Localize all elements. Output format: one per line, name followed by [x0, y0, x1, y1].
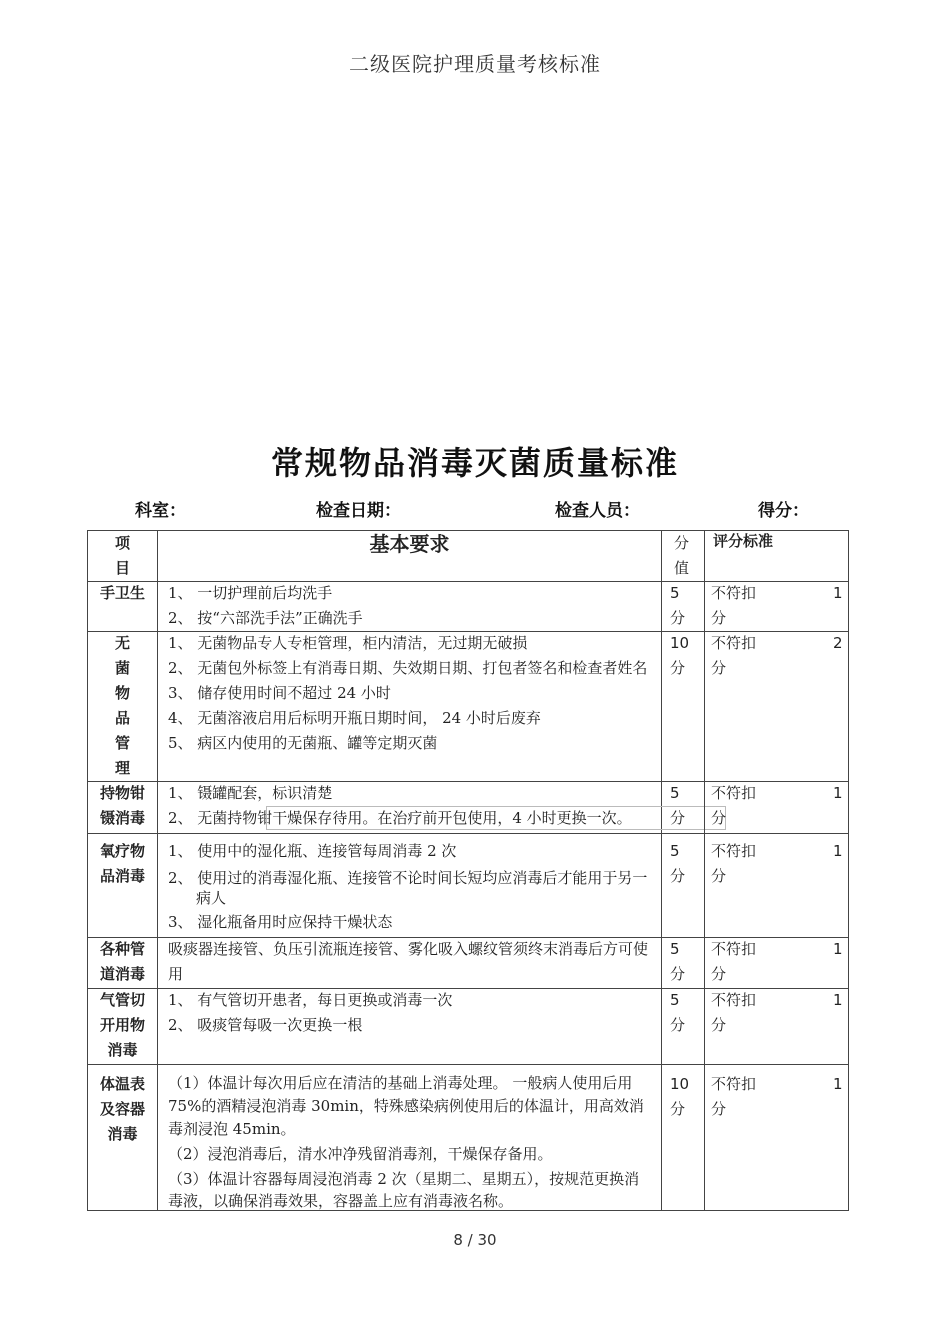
criteria-points: 1 分 — [711, 991, 843, 1034]
header-requirements-label: 基本要求 — [369, 532, 450, 556]
row-criteria-cell — [705, 1064, 848, 1210]
row-item-cell — [88, 1064, 158, 1210]
requirement-line: 1、 有气管切开患者，每日更换或消毒一次 — [168, 991, 453, 1009]
row-item-text: 镊消毒 — [99, 809, 145, 827]
score-unit: 分 — [670, 659, 686, 677]
page-number: 8 / 30 — [453, 1231, 497, 1249]
criteria-text: 不符 — [711, 634, 742, 652]
row-requirements-cell — [158, 833, 662, 937]
row-requirements-cell — [158, 781, 662, 833]
inspection-date-label: 检查日期： — [316, 501, 401, 521]
header-criteria-cell — [705, 531, 848, 581]
table-row — [88, 581, 848, 632]
table-row — [88, 833, 848, 938]
row-item-text: 菌 — [114, 659, 130, 677]
criteria-deduct: 扣 — [741, 1075, 757, 1093]
criteria-deduct: 扣 — [741, 842, 757, 860]
row-item-text: 持物钳 — [99, 784, 145, 802]
score-value: 10 — [670, 634, 690, 652]
score-unit: 分 — [670, 1016, 686, 1034]
row-item-text: 体温表 — [99, 1075, 145, 1093]
requirement-line: 1、 无菌物品专人专柜管理，柜内清洁，无过期无破损 — [168, 634, 528, 652]
criteria-text: 不符 — [711, 784, 742, 802]
row-criteria-cell — [705, 581, 848, 631]
criteria-text: 不符 — [711, 584, 742, 602]
row-item-text: 理 — [114, 759, 130, 777]
requirement-line: 4、 无菌溶液启用后标明开瓶日期时间， 24 小时后废弃 — [168, 709, 541, 727]
header-score-cell — [662, 531, 705, 581]
requirement-line: 2、 无菌持物钳干燥保存待用。在治疗前开包使用，4 小时更换一次。 — [168, 809, 632, 827]
header-requirements-cell — [158, 531, 662, 581]
score-unit: 分 — [670, 867, 686, 885]
row-item-text: 管 — [114, 734, 130, 752]
requirement-line: 2、 吸痰管每吸一次更换一根 — [168, 1016, 363, 1034]
requirement-line: （1）体温计每次用后应在清洁的基础上消毒处理。 一般病人使用后用 75%的酒精浸泡消毒 30min，特殊感染病例使用后的体温计，用高效消毒剂浸泡 45min。 — [168, 1074, 644, 1138]
row-item-text: 各种管 — [99, 940, 145, 958]
row-item-text: 消毒 — [107, 1125, 138, 1143]
table-row — [88, 781, 848, 834]
page-header-title: 二级医院护理质量考核标准 — [349, 52, 601, 76]
row-criteria-cell — [705, 833, 848, 937]
score-value: 10 — [670, 1075, 690, 1093]
row-item-text: 气管切 — [99, 991, 145, 1009]
row-requirements-cell — [158, 988, 662, 1064]
row-item-text: 及容器 — [99, 1100, 145, 1118]
row-item-text: 品 — [114, 709, 130, 727]
requirement-line: 2、 使用过的消毒湿化瓶、连接管不论时间长短均应消毒后才能用于另一病人 — [168, 869, 648, 907]
score-label: 得分： — [758, 501, 809, 521]
requirement-line: 3、 湿化瓶备用时应保持干燥状态 — [168, 913, 393, 931]
requirement-line: 吸痰器连接管、负压引流瓶连接管、雾化吸入螺纹管须终末消毒后方可使用 — [168, 940, 649, 983]
header-item-line1: 项 — [114, 534, 130, 552]
header-score-line1: 分 — [674, 534, 690, 552]
row-score-cell — [662, 988, 705, 1064]
row-item-cell — [88, 937, 158, 988]
inspector-label: 检查人员： — [555, 501, 640, 521]
document-title: 常规物品消毒灭菌质量标准 — [270, 444, 679, 482]
requirement-line: 2、 按“六部洗手法”正确洗手 — [168, 609, 363, 627]
score-unit: 分 — [670, 609, 686, 627]
criteria-text: 不符 — [711, 991, 742, 1009]
requirement-line: 2、 无菌包外标签上有消毒日期、失效期日期、打包者签名和检查者姓名 — [168, 659, 648, 677]
text-box-outline — [266, 806, 726, 830]
score-value: 5 — [670, 584, 680, 602]
criteria-text: 不符 — [711, 940, 742, 958]
row-criteria-cell — [705, 631, 848, 781]
row-item-text: 无 — [114, 634, 130, 652]
requirement-line: 1、 镊罐配套，标识清楚 — [168, 784, 333, 802]
table-row — [88, 1064, 848, 1210]
row-criteria-cell — [705, 988, 848, 1064]
row-item-text: 手卫生 — [99, 584, 145, 602]
row-item-cell — [88, 581, 158, 631]
row-item-text: 氧疗物 — [99, 842, 145, 860]
header-score-line2: 值 — [674, 559, 690, 577]
row-requirements-cell — [158, 937, 662, 988]
criteria-deduct: 扣 — [741, 634, 757, 652]
row-item-cell — [88, 988, 158, 1064]
row-item-cell — [88, 781, 158, 833]
row-requirements-cell — [158, 581, 662, 631]
row-item-text: 品消毒 — [99, 867, 145, 885]
header-item-cell — [88, 531, 158, 581]
criteria-text: 不符 — [711, 842, 742, 860]
score-value: 5 — [670, 784, 680, 802]
row-item-text: 道消毒 — [99, 965, 145, 983]
row-requirements-cell — [158, 1064, 662, 1210]
criteria-deduct: 扣 — [741, 991, 757, 1009]
score-value: 5 — [670, 940, 680, 958]
score-value: 5 — [670, 842, 680, 860]
requirement-line: （2）浸泡消毒后，清水冲净残留消毒剂，干燥保存备用。 — [168, 1145, 553, 1163]
requirement-line: 3、 储存使用时间不超过 24 小时 — [168, 684, 391, 702]
row-item-cell — [88, 833, 158, 937]
requirement-line: 1、 一切护理前后均洗手 — [168, 584, 333, 602]
criteria-points: 1 分 — [711, 1075, 843, 1118]
criteria-deduct: 扣 — [741, 940, 757, 958]
row-score-cell — [662, 631, 705, 781]
row-item-text: 消毒 — [107, 1041, 138, 1059]
department-label: 科室： — [135, 501, 186, 521]
criteria-deduct: 扣 — [741, 584, 757, 602]
requirement-line: 1、 使用中的湿化瓶、连接管每周消毒 2 次 — [168, 842, 457, 860]
row-score-cell — [662, 833, 705, 937]
score-unit: 分 — [670, 965, 686, 983]
score-value: 5 — [670, 991, 680, 1009]
row-item-text: 开用物 — [99, 1016, 145, 1034]
criteria-deduct: 扣 — [741, 784, 757, 802]
table-header-row — [88, 531, 848, 582]
table-row — [88, 631, 848, 782]
table-row — [88, 937, 848, 989]
row-score-cell — [662, 937, 705, 988]
criteria-points: 1 分 — [711, 784, 843, 827]
row-score-cell — [662, 781, 705, 833]
criteria-points: 1 分 — [711, 940, 843, 983]
row-item-text: 物 — [114, 684, 130, 702]
header-item-line2: 目 — [114, 559, 130, 577]
requirement-line: （3）体温计容器每周浸泡消毒 2 次（星期二、星期五），按规范更换消毒液，以确保消毒效果，容器盖上应有消毒液名称。 — [168, 1170, 640, 1210]
score-unit: 分 — [670, 1100, 686, 1118]
criteria-text: 不符 — [711, 1075, 742, 1093]
table-row — [88, 988, 848, 1065]
row-score-cell — [662, 581, 705, 631]
requirement-line: 5、 病区内使用的无菌瓶、罐等定期灭菌 — [168, 734, 438, 752]
standards-table — [87, 530, 849, 1211]
criteria-points: 2 分 — [711, 634, 843, 677]
row-score-cell — [662, 1064, 705, 1210]
criteria-points: 1 分 — [711, 584, 843, 627]
row-criteria-cell — [705, 937, 848, 988]
row-requirements-cell — [158, 631, 662, 781]
row-item-cell — [88, 631, 158, 781]
criteria-points: 1 分 — [711, 842, 843, 885]
row-criteria-cell — [705, 781, 848, 833]
score-unit: 分 — [670, 809, 686, 827]
header-criteria-label: 评分标准 — [713, 532, 774, 550]
